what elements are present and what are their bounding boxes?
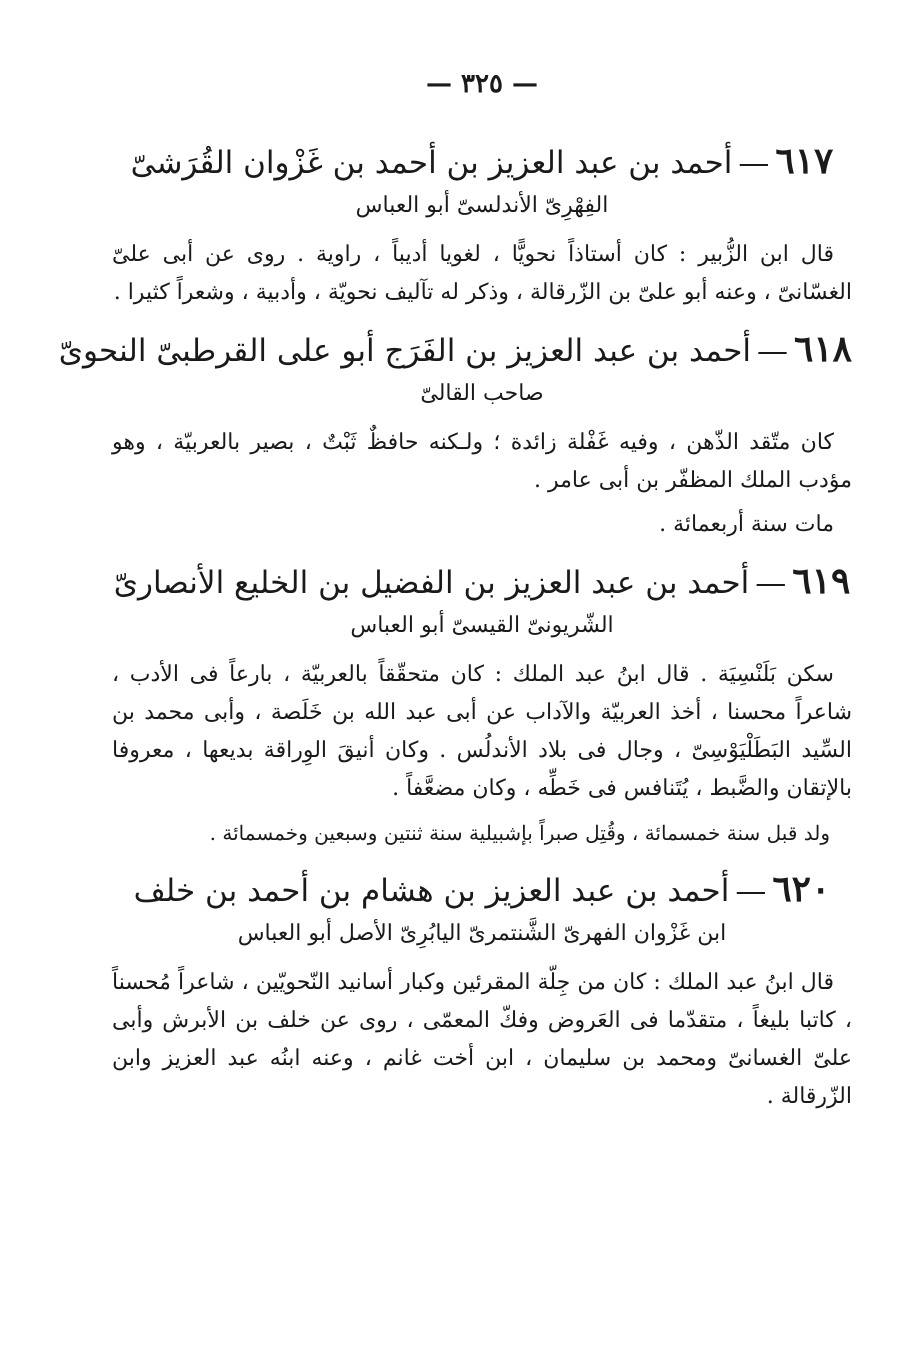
entry-620 (112, 864, 852, 1116)
entry-heading (112, 136, 852, 186)
entry-paragraph: سكن بَلَنْسِيَة . قال ابنُ عبد الملك : كان متحقّقاً بالعربيّة ، بارعاً فى الأدب ، شاعراً محسنا ، أخذ العربيّة والآداب عن أبى عبد الله بن خَلَصة ، وأبى محمد بن السِّيد البَطَلْيَوْسِىّ ، وجال فى بلاد الأندلُس . وكان أنيقَ الوِراقة بديعها ، معروفا بالإتقان والضَّبط ، يُتَنافس فى خَطِّه ، وكان مضعَّفاً . (112, 662, 852, 801)
entry-paragraph: ولد قبل سنة خمسمائة ، وقُتِل صبراً بإشبيلية سنة ثنتين وسبعين وخمسمائة . (209, 821, 830, 845)
entry-number: ٦٢٠ (772, 868, 831, 910)
entry-title: أحمد بن عبد العزيز بن هشام بن أحمد بن خلف (133, 873, 730, 909)
entry-618 (58, 324, 852, 544)
entry-title: أحمد بن عبد العزيز بن الفضيل بن الخليع الأنصارىّ (113, 565, 750, 601)
entry-paragraph: كان متّقد الذّهن ، وفيه غَفْلة زائدة ؛ ولـكنه حافظٌ ثَبْتٌ ، بصير بالعربيّة ، وهو مؤدب الملك المظفّر بن أبى عامر . (112, 430, 852, 493)
entry-dash: — (735, 873, 767, 909)
entry-paragraph: مات سنة أربعمائة . (659, 512, 834, 537)
entry-paragraph: قال ابن الزُّبير : كان أستاذاً نحويًّا ، لغويا أديباً ، راوية . روى عن أبى علىّ الغسّانىّ ، وعنه أبو علىّ بن الزّرقالة ، وذكر له تآليف نحويّة ، وأدبية ، وشعراً كثيرا . (112, 242, 852, 305)
entry-heading (112, 556, 852, 606)
entry-title: أحمد بن عبد العزيز بن أحمد بن غَزْوان القُرَشىّ (130, 145, 733, 181)
document-page (58, 62, 852, 1122)
entry-subtitle: الفِهْرِىّ الأندلسىّ أبو العباس (355, 193, 609, 218)
entry-dash: — (755, 565, 787, 601)
entry-619 (112, 556, 852, 852)
entry-subtitle: ابن غَزْوان الفهرىّ الشَّنتمرىّ اليابُرِىّ الأصل أبو العباس (237, 921, 727, 946)
entry-heading (112, 864, 852, 914)
entry-heading (58, 324, 852, 374)
entry-paragraph: قال ابنُ عبد الملك : كان من جِلّة المقرئين وكبار أسانيد النّحويّين ، شاعراً مُحسناً ، كاتبا بليغاً ، متقدّما فى العَروض وفكّ المعمّى ، روى عن خلف بن الأبرش وأبى علىّ الغسانىّ ومحمد بن سليمان ، ابن أخت غانم ، وعنه ابنُه عبد العزيز وابن الزّرقالة . (112, 970, 852, 1109)
entry-number: ٦١٧ (775, 140, 834, 182)
entry-617 (112, 136, 852, 312)
entry-number: ٦١٨ (793, 328, 852, 370)
entry-number: ٦١٩ (792, 560, 851, 602)
entry-dash: — (738, 145, 770, 181)
entry-subtitle: الشّريونىّ القيسىّ أبو العباس (350, 613, 614, 638)
page-number: — ٣٢٥ — (425, 69, 539, 99)
entry-dash: — (756, 333, 788, 369)
entry-title: أحمد بن عبد العزيز بن الفَرَج أبو على القرطبىّ النحوىّ (58, 333, 751, 369)
entry-subtitle: صاحب القالىّ (420, 381, 544, 406)
